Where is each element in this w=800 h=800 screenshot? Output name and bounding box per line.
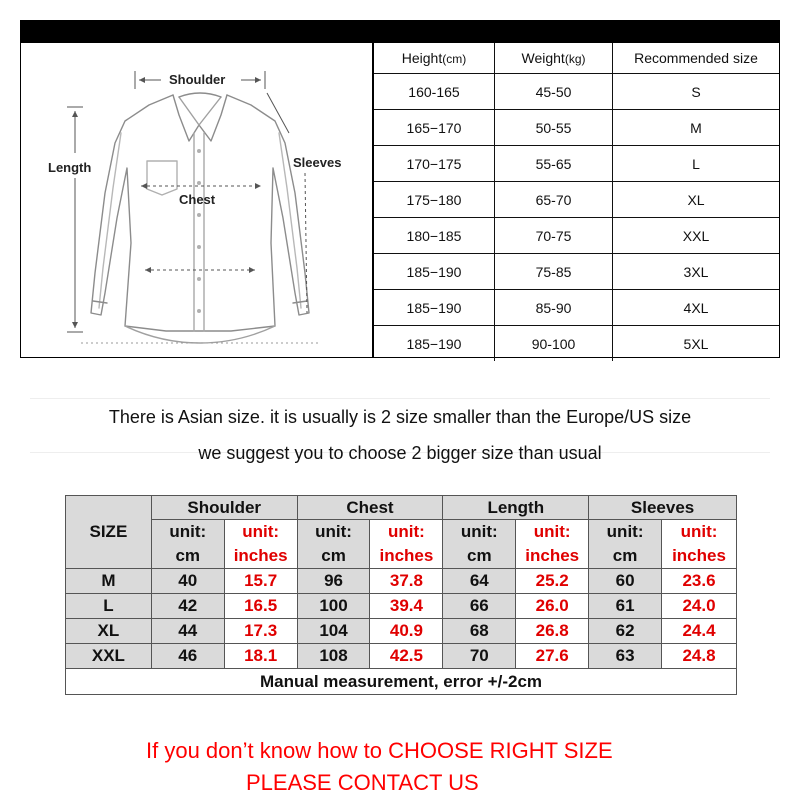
inch-cell: 37.8 bbox=[370, 569, 443, 594]
inch-cell: 23.6 bbox=[662, 569, 737, 594]
unit-cm-header: unit: cm bbox=[443, 520, 516, 569]
unit-inches-header: unit: inches bbox=[516, 520, 589, 569]
size-label: XL bbox=[66, 619, 152, 644]
size-cell: XXL bbox=[613, 218, 780, 254]
table-row bbox=[374, 74, 779, 110]
cm-cell: 66 bbox=[443, 594, 516, 619]
chest-label: Chest bbox=[179, 192, 216, 207]
inch-cell: 24.8 bbox=[662, 644, 737, 669]
chest-header: Chest bbox=[297, 496, 443, 520]
cm-cell: 64 bbox=[443, 569, 516, 594]
inch-cell: 24.4 bbox=[662, 619, 737, 644]
footer-row bbox=[66, 669, 737, 695]
inch-cell: 15.7 bbox=[224, 569, 297, 594]
inch-cell: 26.8 bbox=[516, 619, 589, 644]
cm-cell: 42 bbox=[151, 594, 224, 619]
weight-cell: 55-65 bbox=[495, 146, 613, 182]
divider bbox=[30, 398, 770, 399]
shirt-measurement-figure bbox=[21, 43, 374, 357]
cm-cell: 108 bbox=[297, 644, 370, 669]
inch-cell: 24.0 bbox=[662, 594, 737, 619]
cm-cell: 60 bbox=[589, 569, 662, 594]
cm-cell: 63 bbox=[589, 644, 662, 669]
asian-size-note: There is Asian size. it is usually is 2 size smaller than the Europe/US size bbox=[108, 407, 692, 427]
size-cell: 3XL bbox=[613, 254, 780, 290]
weight-cell: 65-70 bbox=[495, 182, 613, 218]
size-guide-panel bbox=[20, 43, 780, 358]
size-suggestion-note: we suggest you to choose 2 bigger size than usual bbox=[198, 443, 602, 463]
inch-cell: 26.0 bbox=[516, 594, 589, 619]
unit-header-row bbox=[66, 520, 737, 569]
height-weight-size-table bbox=[374, 43, 779, 361]
cm-cell: 104 bbox=[297, 619, 370, 644]
cm-cell: 68 bbox=[443, 619, 516, 644]
unit-cm-header: unit: cm bbox=[589, 520, 662, 569]
inch-cell: 17.3 bbox=[224, 619, 297, 644]
size-cell: XL bbox=[613, 182, 780, 218]
unit-inches-header: unit: inches bbox=[662, 520, 737, 569]
unit-inches-header: unit: inches bbox=[370, 520, 443, 569]
table-row bbox=[66, 569, 737, 594]
shoulder-header: Shoulder bbox=[151, 496, 297, 520]
inch-cell: 39.4 bbox=[370, 594, 443, 619]
table-row bbox=[374, 182, 779, 218]
cm-cell: 61 bbox=[589, 594, 662, 619]
sleeves-header: Sleeves bbox=[589, 496, 737, 520]
recommended-size-header: Recommended size bbox=[613, 43, 780, 74]
group-header-row bbox=[66, 496, 737, 520]
header-bar bbox=[20, 20, 780, 43]
table-row bbox=[374, 218, 779, 254]
cm-cell: 96 bbox=[297, 569, 370, 594]
height-cell: 185−190 bbox=[374, 254, 495, 290]
size-cell: S bbox=[613, 74, 780, 110]
table-row bbox=[374, 110, 779, 146]
height-cell: 185−190 bbox=[374, 326, 495, 362]
cm-cell: 44 bbox=[151, 619, 224, 644]
size-label: XXL bbox=[66, 644, 152, 669]
cm-cell: 46 bbox=[151, 644, 224, 669]
size-label: L bbox=[66, 594, 152, 619]
table-row bbox=[374, 290, 779, 326]
inch-cell: 27.6 bbox=[516, 644, 589, 669]
size-cell: 5XL bbox=[683, 335, 709, 352]
height-cell: 185−190 bbox=[374, 290, 495, 326]
sleeves-label: Sleeves bbox=[293, 155, 342, 170]
size-label: M bbox=[66, 569, 152, 594]
weight-cell: 70-75 bbox=[495, 218, 613, 254]
weight-cell: 75-85 bbox=[495, 254, 613, 290]
weight-cell: 45-50 bbox=[495, 74, 613, 110]
contact-us-notice: PLEASE CONTACT US bbox=[246, 770, 479, 795]
size-cell: L bbox=[613, 146, 780, 182]
inch-cell: 25.2 bbox=[516, 569, 589, 594]
height-cell: 160-165 bbox=[374, 74, 495, 110]
length-label: Length bbox=[48, 160, 92, 175]
size-header: SIZE bbox=[66, 496, 152, 569]
cm-cell: 100 bbox=[297, 594, 370, 619]
inch-cell: 16.5 bbox=[224, 594, 297, 619]
choose-size-notice: If you don’t know how to CHOOSE RIGHT SIZE bbox=[146, 738, 613, 763]
inch-cell: 42.5 bbox=[370, 644, 443, 669]
height-cell: 180−185 bbox=[374, 218, 495, 254]
unit-cm-header: unit: cm bbox=[151, 520, 224, 569]
table-row bbox=[66, 594, 737, 619]
weight-cell: 90-100 bbox=[495, 326, 613, 362]
height-header: Height(cm) bbox=[374, 43, 495, 74]
size-cell: 4XL bbox=[613, 290, 780, 326]
length-header: Length bbox=[443, 496, 589, 520]
measurement-table bbox=[65, 495, 737, 695]
unit-cm-header: unit: cm bbox=[297, 520, 370, 569]
cm-cell: 70 bbox=[443, 644, 516, 669]
hw-header-row bbox=[374, 43, 779, 74]
table-row bbox=[66, 619, 737, 644]
cm-cell: 40 bbox=[151, 569, 224, 594]
unit-inches-header: unit: inches bbox=[224, 520, 297, 569]
cm-cell: 62 bbox=[589, 619, 662, 644]
table-row bbox=[374, 326, 779, 362]
inch-cell: 40.9 bbox=[370, 619, 443, 644]
table-row bbox=[374, 146, 779, 182]
height-cell: 170−175 bbox=[374, 146, 495, 182]
table-row bbox=[374, 254, 779, 290]
measurement-error-note: Manual measurement, error +/-2cm bbox=[66, 669, 737, 695]
size-cell: M bbox=[613, 110, 780, 146]
weight-cell: 50-55 bbox=[495, 110, 613, 146]
weight-header: Weight(kg) bbox=[495, 43, 613, 74]
shoulder-label: Shoulder bbox=[169, 72, 226, 87]
table-row bbox=[66, 644, 737, 669]
inch-cell: 18.1 bbox=[224, 644, 297, 669]
height-cell: 165−170 bbox=[374, 110, 495, 146]
weight-cell: 85-90 bbox=[495, 290, 613, 326]
height-cell: 175−180 bbox=[374, 182, 495, 218]
